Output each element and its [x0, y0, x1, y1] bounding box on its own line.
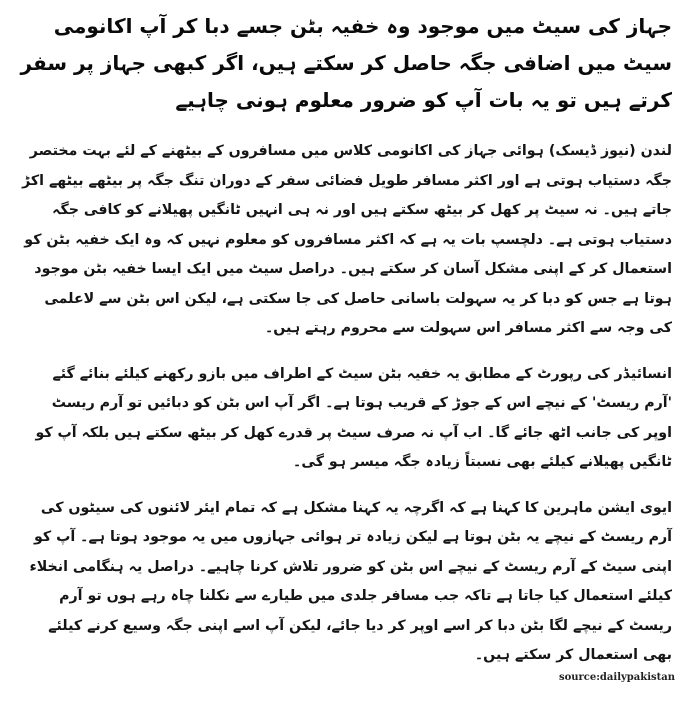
article-paragraph: انسائیڈر کی رپورٹ کے مطابق یہ خفیہ بٹن سیٹ کے اطراف میں بازو رکھنے کیلئے بنائے گئے 'آرم ریسٹ' کے نیچے اس کے جوڑ کے قریب ہوتا ہے۔ اگر آپ اس بٹن کو دبائیں تو آرم ریسٹ اوپر کی جانب اٹھ جائے گا۔ اب آپ نہ صرف سیٹ پر قدرے کھل کر بیٹھ سکتے ہیں بلکہ آپ کو ٹانگیں پھیلانے کیلئے بھی نسبتاً زیادہ جگہ میسر ہو گی۔: [35, 365, 672, 470]
article-paragraph: لندن (نیوز ڈیسک) ہوائی جہاز کی اکانومی کلاس میں مسافروں کے بیٹھنے کے لئے بہت مختصر جگہ دستیاب ہوتی ہے اور اکثر مسافر طویل فضائی سفر کے دوران تنگ جگہ پر بیٹھے بیٹھے اکڑ جاتے ہیں۔ نہ سیٹ پر کھل کر بیٹھ سکتے ہیں اور نہ ہی انہیں ٹانگیں پھیلانے کو کافی جگہ دستیاب ہوتی ہے۔ دلچسپ بات یہ ہے کہ اکثر مسافروں کو معلوم نہیں کہ وہ ایک خفیہ بٹن کو استعمال کر کے اپنی مشکل آسان کر سکتے ہیں۔ دراصل سیٹ میں ایک ایسا خفیہ بٹن موجود ہوتا ہے جس کو دبا کر یہ سہولت باسانی حاصل کی جا سکتی ہے، لیکن اس بٹن سے لاعلمی کی وجہ سے اکثر مسافر اس سہولت سے محروم رہتے ہیں۔: [22, 143, 672, 336]
article-headline: جہاز کی سیٹ میں موجود وہ خفیہ بٹن جسے دبا کر آپ اکانومی سیٹ میں اضافی جگہ حاصل کر سکتے ہیں، اگر کبھی جہاز پر سفر کرتے ہیں تو یہ بات آپ کو ضرور معلوم ہونی چاہیے: [20, 14, 672, 112]
source-credit: source:dailypakistan: [558, 672, 675, 683]
article-paragraph: ایوی ایشن ماہرین کا کہنا ہے کہ اگرچہ یہ کہنا مشکل ہے کہ تمام ایئر لائنوں کی سیٹوں کی آرم ریسٹ کے نیچے یہ بٹن ہوتا ہے لیکن زیادہ تر ہوائی جہازوں میں یہ موجود ہوتا ہے۔ آپ کو اپنی سیٹ کے آرم ریسٹ کے نیچے اس بٹن کو ضرور تلاش کرنا چاہیے۔ دراصل یہ ہنگامی انخلاء کیلئے استعمال کیا جاتا ہے تاکہ جب مسافر جلدی میں طیارے سے نکلنا چاہ رہے ہوں تو آرم ریسٹ کے نیچے لگا بٹن دبا کر اسے اوپر کر دیا جائے، لیکن آپ اسے اپنی جگہ وسیع کرنے کیلئے بھی استعمال کر سکتے ہیں۔: [29, 499, 672, 663]
article: [20, 8, 672, 687]
